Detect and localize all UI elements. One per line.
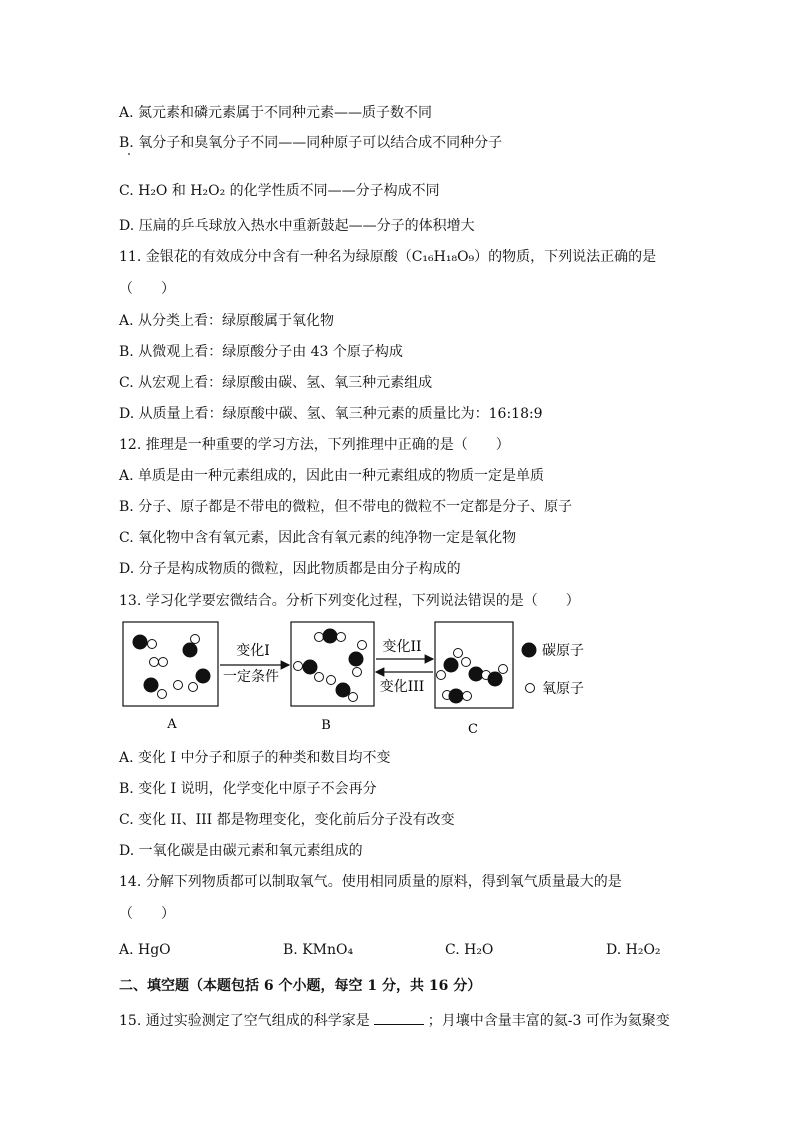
box-b-label: B [321,718,331,733]
legend-oxygen: 氧原子 [542,681,584,697]
q10-option-b: B. 氧分子和臭氧分子不同——同种原子可以结合成不同种分子 [119,135,503,151]
change3-label: 变化III [379,679,425,695]
q14-option-d: D. H₂O₂ [606,942,661,958]
q14-paren: （ ） [119,906,175,922]
q11-option-a: A. 从分类上看：绿原酸属于氧化物 [119,313,335,329]
box-a-label: A [167,717,177,732]
q12-option-d: D. 分子是构成物质的微粒，因此物质都是由分子构成的 [119,561,461,577]
change2-label: 变化II [382,639,422,655]
q12-option-b: B. 分子、原子都是不带电的微粒，但不带电的微粒不一定都是分子、原子 [119,499,573,515]
q12-option-c: C. 氧化物中含有氧元素，因此含有氧元素的纯净物一定是氧化物 [119,530,517,546]
q15-stem-before: 15. 通过实验测定了空气组成的科学家是 [119,1013,370,1029]
q13-option-b: B. 变化 I 说明，化学变化中原子不会再分 [119,781,377,797]
oxygen-legend-icon [526,684,535,693]
box-c-particles [437,649,508,704]
q12-stem: 12. 推理是一种重要的学习方法，下列推理中正确的是（ ） [119,437,510,453]
box-a-particles [133,635,210,699]
q14-options-row [119,940,679,960]
q11-option-c: C. 从宏观上看：绿原酸由碳、氢、氧三种元素组成 [119,375,433,391]
box-c-label: C [468,722,478,737]
q13-option-d: D. 一氧化碳是由碳元素和氧元素组成的 [119,843,363,859]
q14-stem: 14. 分解下列物质都可以制取氧气。使用相同质量的原料，得到氧气质量最大的是 [119,874,622,890]
q13-molecule-diagram [0,615,794,745]
q11-option-d: D. 从质量上看：绿原酸中碳、氢、氧三种元素的质量比为：16:18:9 [119,406,543,422]
q13-option-c: C. 变化 II、III 都是物理变化，变化前后分子没有改变 [119,812,455,828]
legend-carbon: 碳原子 [542,643,584,659]
q10-option-a: A. 氮元素和磷元素属于不同种元素——质子数不同 [119,105,433,121]
q15-stem [119,1010,670,1031]
stray-dot [128,153,130,155]
condition-label: 一定条件 [223,669,279,685]
box-b-particles [294,629,367,702]
q14-option-b: B. KMnO₄ [283,942,354,958]
carbon-legend-icon [522,643,536,657]
box-a [123,622,218,706]
q15-blank[interactable] [374,1010,424,1025]
change1-label: 变化I [236,643,270,659]
q10-option-c: C. H₂O 和 H₂O₂ 的化学性质不同——分子构成不同 [119,183,440,199]
q11-stem: 11. 金银花的有效成分中含有一种名为绿原酸（C₁₆H₁₈O₉）的物质，下列说法正确的是 [119,249,657,265]
q13-stem: 13. 学习化学要宏微结合。分析下列变化过程，下列说法错误的是（ ） [119,593,580,609]
q13-option-a: A. 变化 I 中分子和原子的种类和数目均不变 [119,750,391,766]
q14-option-c: C. H₂O [445,942,494,958]
section2-heading: 二、填空题（本题包括 6 个小题，每空 1 分，共 16 分） [119,978,482,994]
q12-option-a: A. 单质是由一种元素组成的，因此由一种元素组成的物质一定是单质 [119,468,545,484]
q15-stem-after: ；月壤中含量丰富的氦-3 可作为氦聚变 [427,1013,670,1029]
q11-paren: （ ） [119,281,175,297]
q10-option-d: D. 压扁的乒乓球放入热水中重新鼓起——分子的体积增大 [119,218,475,234]
q11-option-b: B. 从微观上看：绿原酸分子由 43 个原子构成 [119,344,403,360]
q14-option-a: A. HgO [119,942,171,958]
